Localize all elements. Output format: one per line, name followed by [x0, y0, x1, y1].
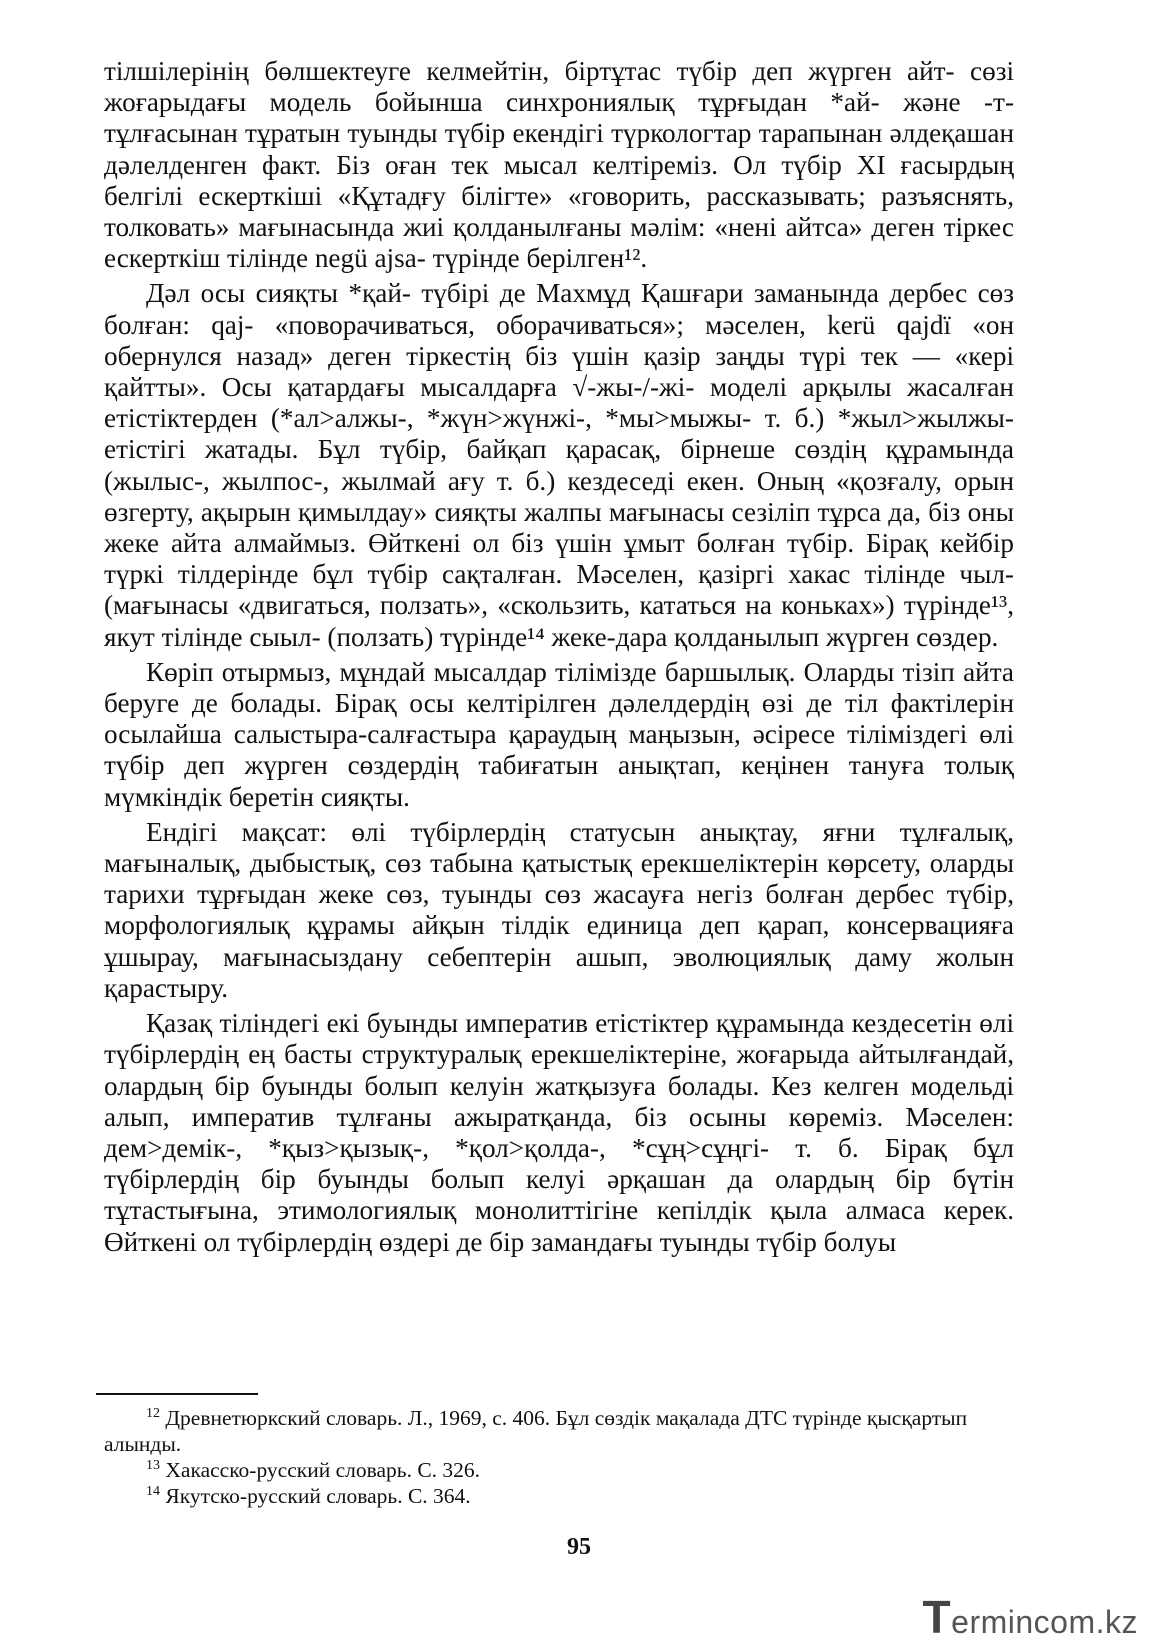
footnote-text: Хакасско-русский словарь. С. 326. [165, 1458, 481, 1482]
paragraph-2: Дәл осы сияқты *қай- түбірі де Махмұд Қашғари заманында дербес сөз болған: qaj- «поворачиваться, оборачиваться»; мәселен, kerü qajdï «он обернулся назад» деген тіркестің біз үшін қазір заңды түрі тек — «кері қайтты». Осы қатардағы мысалдарға √-жы-/-жі- моделі арқылы жасалған етістіктерден (*ал>алжы-, *жүн>жүнжі-, *мы>мыжы- т. б.) *жыл>жылжы- етістігі жатады. Бұл түбір, байқап қарасақ, бірнеше сөздің құрамында (жылыс-, жылпос-, жылмай ағу т. б.) кездеседі екен. Оның «қозғалу, орын өзгерту, ақырын қимылдау» сияқты жалпы мағынасы сезіліп тұрса да, біз оны жеке айта алмаймыз. Өйткені ол біз үшін ұмыт болған түбір. Бірақ кейбір түркі тілдерінде бұл түбір сақталған. Мәселен, қазіргі хакас тілінде чыл- (мағынасы «двигаться, ползать», «скользить, кататься на коньках») түрінде¹³, якут тілінде сыыл- (ползать) түрінде¹⁴ жеке-дара қолданылып жүрген сөздер. [104, 278, 1014, 652]
body-text [104, 56, 1014, 1262]
footnote-divider [96, 1393, 258, 1395]
paragraph-4: Ендігі мақсат: өлі түбірлердің статусын анықтау, яғни тұлғалық, мағыналық, дыбыстық, сөз табына қатыстық ерекшеліктерін көрсету, оларды тарихи тұрғыдан жеке сөз, туынды сөз жасауға негіз болған дербес түбір, морфологиялық құрамы айқын тілдік единица деп қарап, консервацияға ұшырау, мағынасыздану себептерін ашып, эволюциялық даму жолын қарастыру. [104, 816, 1014, 1003]
footnote-mark: 14 [146, 1483, 160, 1499]
paragraph-3: Көріп отырмыз, мұндай мысалдар тілімізде баршылық. Оларды тізіп айта беруге де болады. Бірақ осы келтірілген дәлелдердің өзі де тіл фактілерін осылайша салыстыра-салғастыра қараудың маңызын, әсіресе тіліміздегі өлі түбір деп жүрген сөздердің табиғатын анықтап, кеңінен тануға толық мүмкіндік беретін сияқты. [104, 656, 1014, 812]
footnote-13 [104, 1457, 1014, 1483]
paragraph-1: тілшілерінің бөлшектеуге келмейтін, біртұтас түбір деп жүрген айт- сөзі жоғарыдағы модель бойынша синхрониялық тұрғыдан *ай- және -т- тұлғасынан тұратын туынды түбір екендігі түркологтар тарапынан әлдеқашан дәлелденген факт. Біз оған тек мысал келтіреміз. Ол түбір XI ғасырдың белгілі ескерткіші «Құтадғу білігте» «говорить, рассказывать; разъяснять, толковать» мағынасында жиі қолданылғаны мәлім: «нені айтса» деген тіркес ескерткіш тілінде negü ajsa- түрінде берілген¹². [104, 56, 1014, 274]
watermark-text: ermincom.kz [951, 1604, 1138, 1640]
footnote-text: Якутско-русский словарь. С. 364. [165, 1484, 471, 1508]
watermark-initial: T [922, 1591, 952, 1643]
paragraph-5: Қазақ тіліндегі екі буынды императив етістіктер құрамында кездесетін өлі түбірлердің ең басты структуралық ерекшеліктеріне, жоғарыда айтылғандай, олардың бір буынды болып келуін жатқызуға болады. Кез келген модельді алып, императив тұлғаны ажыратқанда, біз осыны көреміз. Мәселен: дем>демік-, *қыз>қызық-, *қол>қолда-, *сұң>сұңгі- т. б. Бірақ бұл түбірлердің бір буынды болып келуі әрқашан да олардың бір бүтін тұтастығына, этимологиялық монолиттігіне кепілдік қыла алмаса керек. Өйткені ол түбірлердің өздері де бір замандағы туынды түбір болуы [104, 1008, 1014, 1257]
footnote-text: Древнетюркский словарь. Л., 1969, с. 406. Бұл сөздік мақалада ДТС түрінде қысқартып алынды. [104, 1406, 968, 1456]
footnote-mark: 12 [146, 1405, 160, 1421]
footnotes [104, 1405, 1014, 1509]
watermark-logo [923, 1590, 1138, 1644]
footnote-mark: 13 [146, 1457, 160, 1473]
footnote-12 [104, 1405, 1014, 1457]
page-number: 95 [567, 1534, 591, 1560]
footnote-14 [104, 1483, 1014, 1509]
